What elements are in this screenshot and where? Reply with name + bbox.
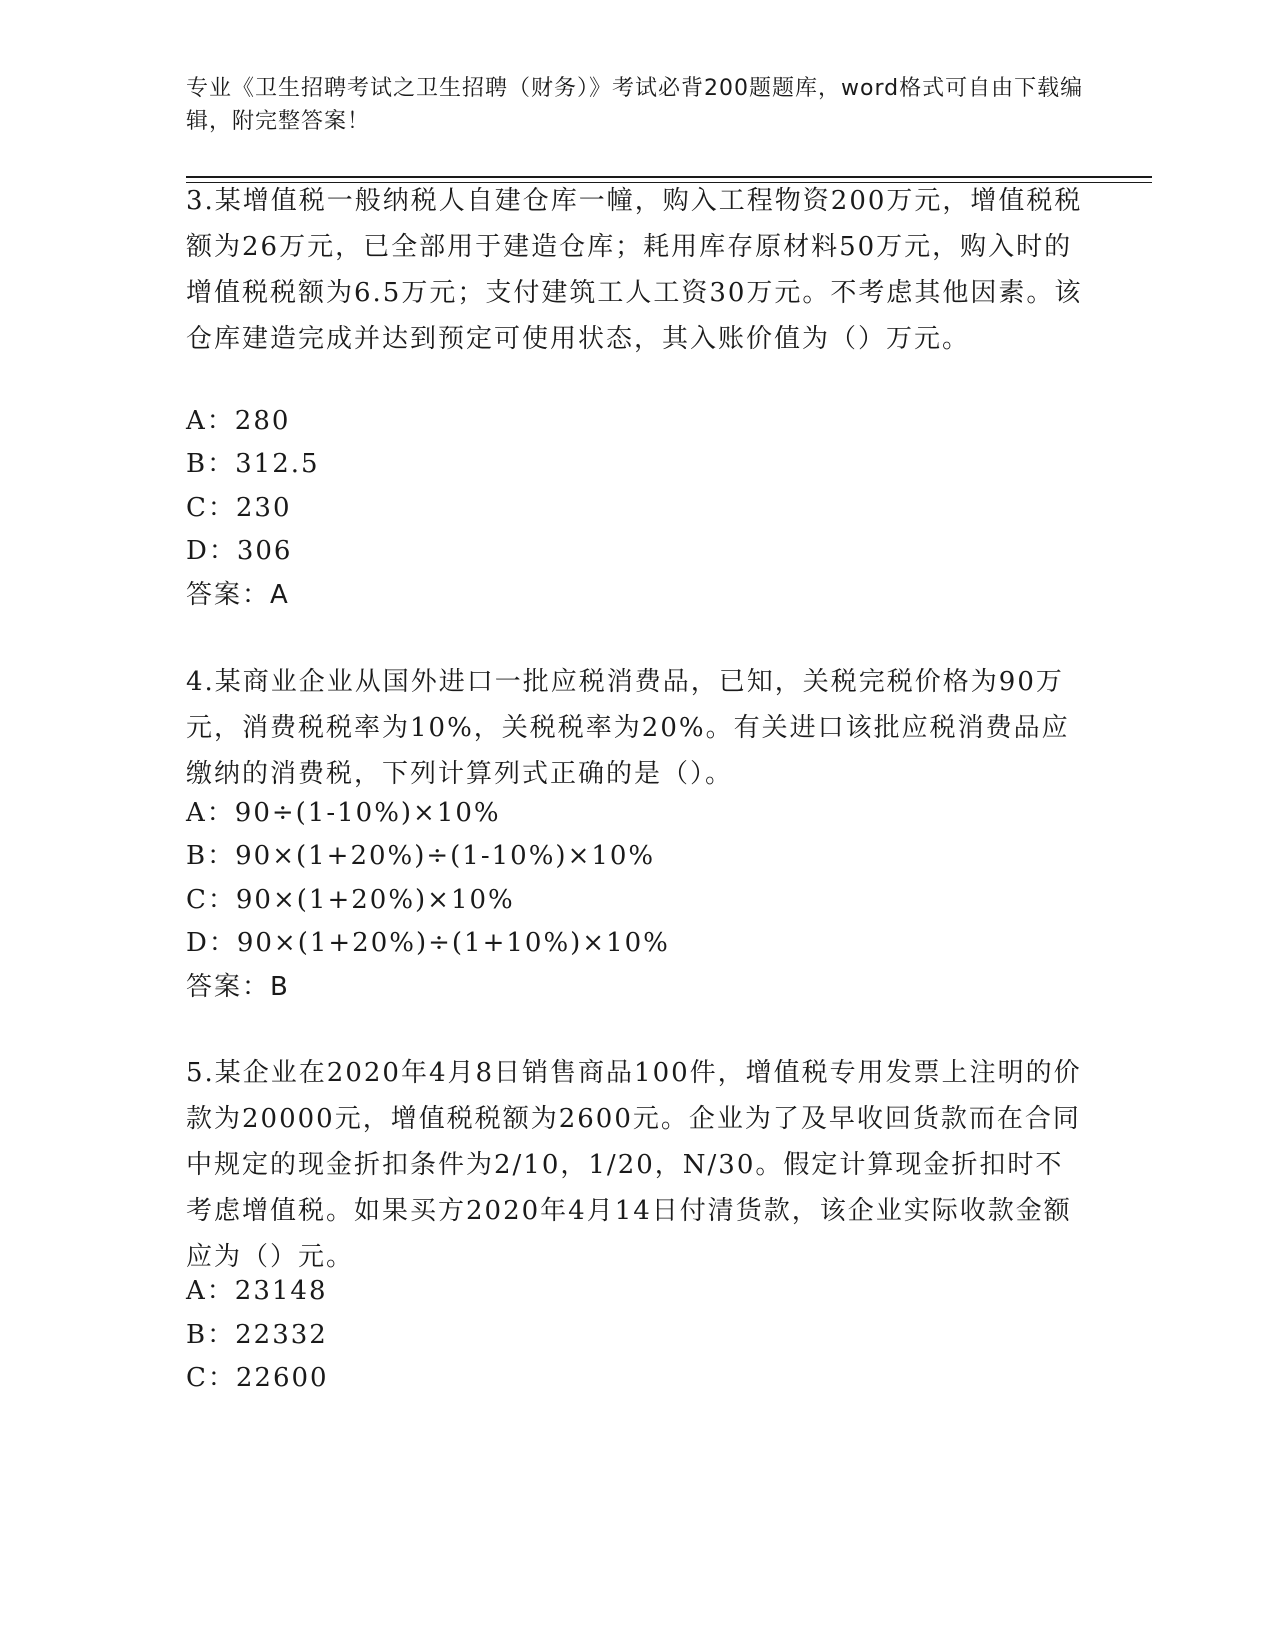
question-3-stem: 3.某增值税一般纳税人自建仓库一幢，购入工程物资200万元，增值税税额为26万元，已全部用于建造仓库；耗用库存原材料50万元，购入时的增值税税额为6.5万元；支付建筑工人工资30万元。不考虑其他因素。该仓库建造完成并达到预定可使用状态，其入账价值为（）万元。 — [186, 186, 1083, 354]
question-3-option-a: A：280 — [186, 406, 291, 436]
question-5-option-c: C：22600 — [186, 1363, 329, 1393]
question-5-option-b: B：22332 — [186, 1320, 328, 1350]
question-3-option-b: B：312.5 — [186, 449, 320, 479]
question-3-answer: 答案：A — [186, 580, 290, 610]
question-5-stem: 5.某企业在2020年4月8日销售商品100件，增值税专用发票上注明的价款为20000元，增值税税额为2600元。企业为了及早收回货款而在合同中规定的现金折扣条件为2/10，1/20，N/30。假定计算现金折扣时不考虑增值税。如果买方2020年4月14日付清货款，该企业实际收款金额应为（）元。 — [186, 1058, 1082, 1272]
question-5-option-a: A：23148 — [186, 1276, 328, 1306]
document-header: 专业《卫生招聘考试之卫生招聘（财务）》考试必背200题题库，word格式可自由下载编辑，附完整答案！ — [186, 76, 1084, 134]
question-4-option-a: A：90÷(1-10%)×10% — [186, 798, 501, 828]
question-4-answer: 答案：B — [186, 972, 290, 1002]
question-4-stem: 4.某商业企业从国外进口一批应税消费品，已知，关税完税价格为90万元，消费税税率为10%，关税税率为20%。有关进口该批应税消费品应缴纳的消费税，下列计算列式正确的是（）。 — [186, 667, 1070, 789]
question-4-option-c: C：90×(1+20%)×10% — [186, 885, 515, 915]
question-4-option-b: B：90×(1+20%)÷(1-10%)×10% — [186, 841, 656, 871]
question-3-option-c: C：230 — [186, 493, 292, 523]
question-4-option-d: D：90×(1+20%)÷(1+10%)×10% — [186, 928, 670, 958]
question-3-option-d: D：306 — [186, 536, 293, 566]
